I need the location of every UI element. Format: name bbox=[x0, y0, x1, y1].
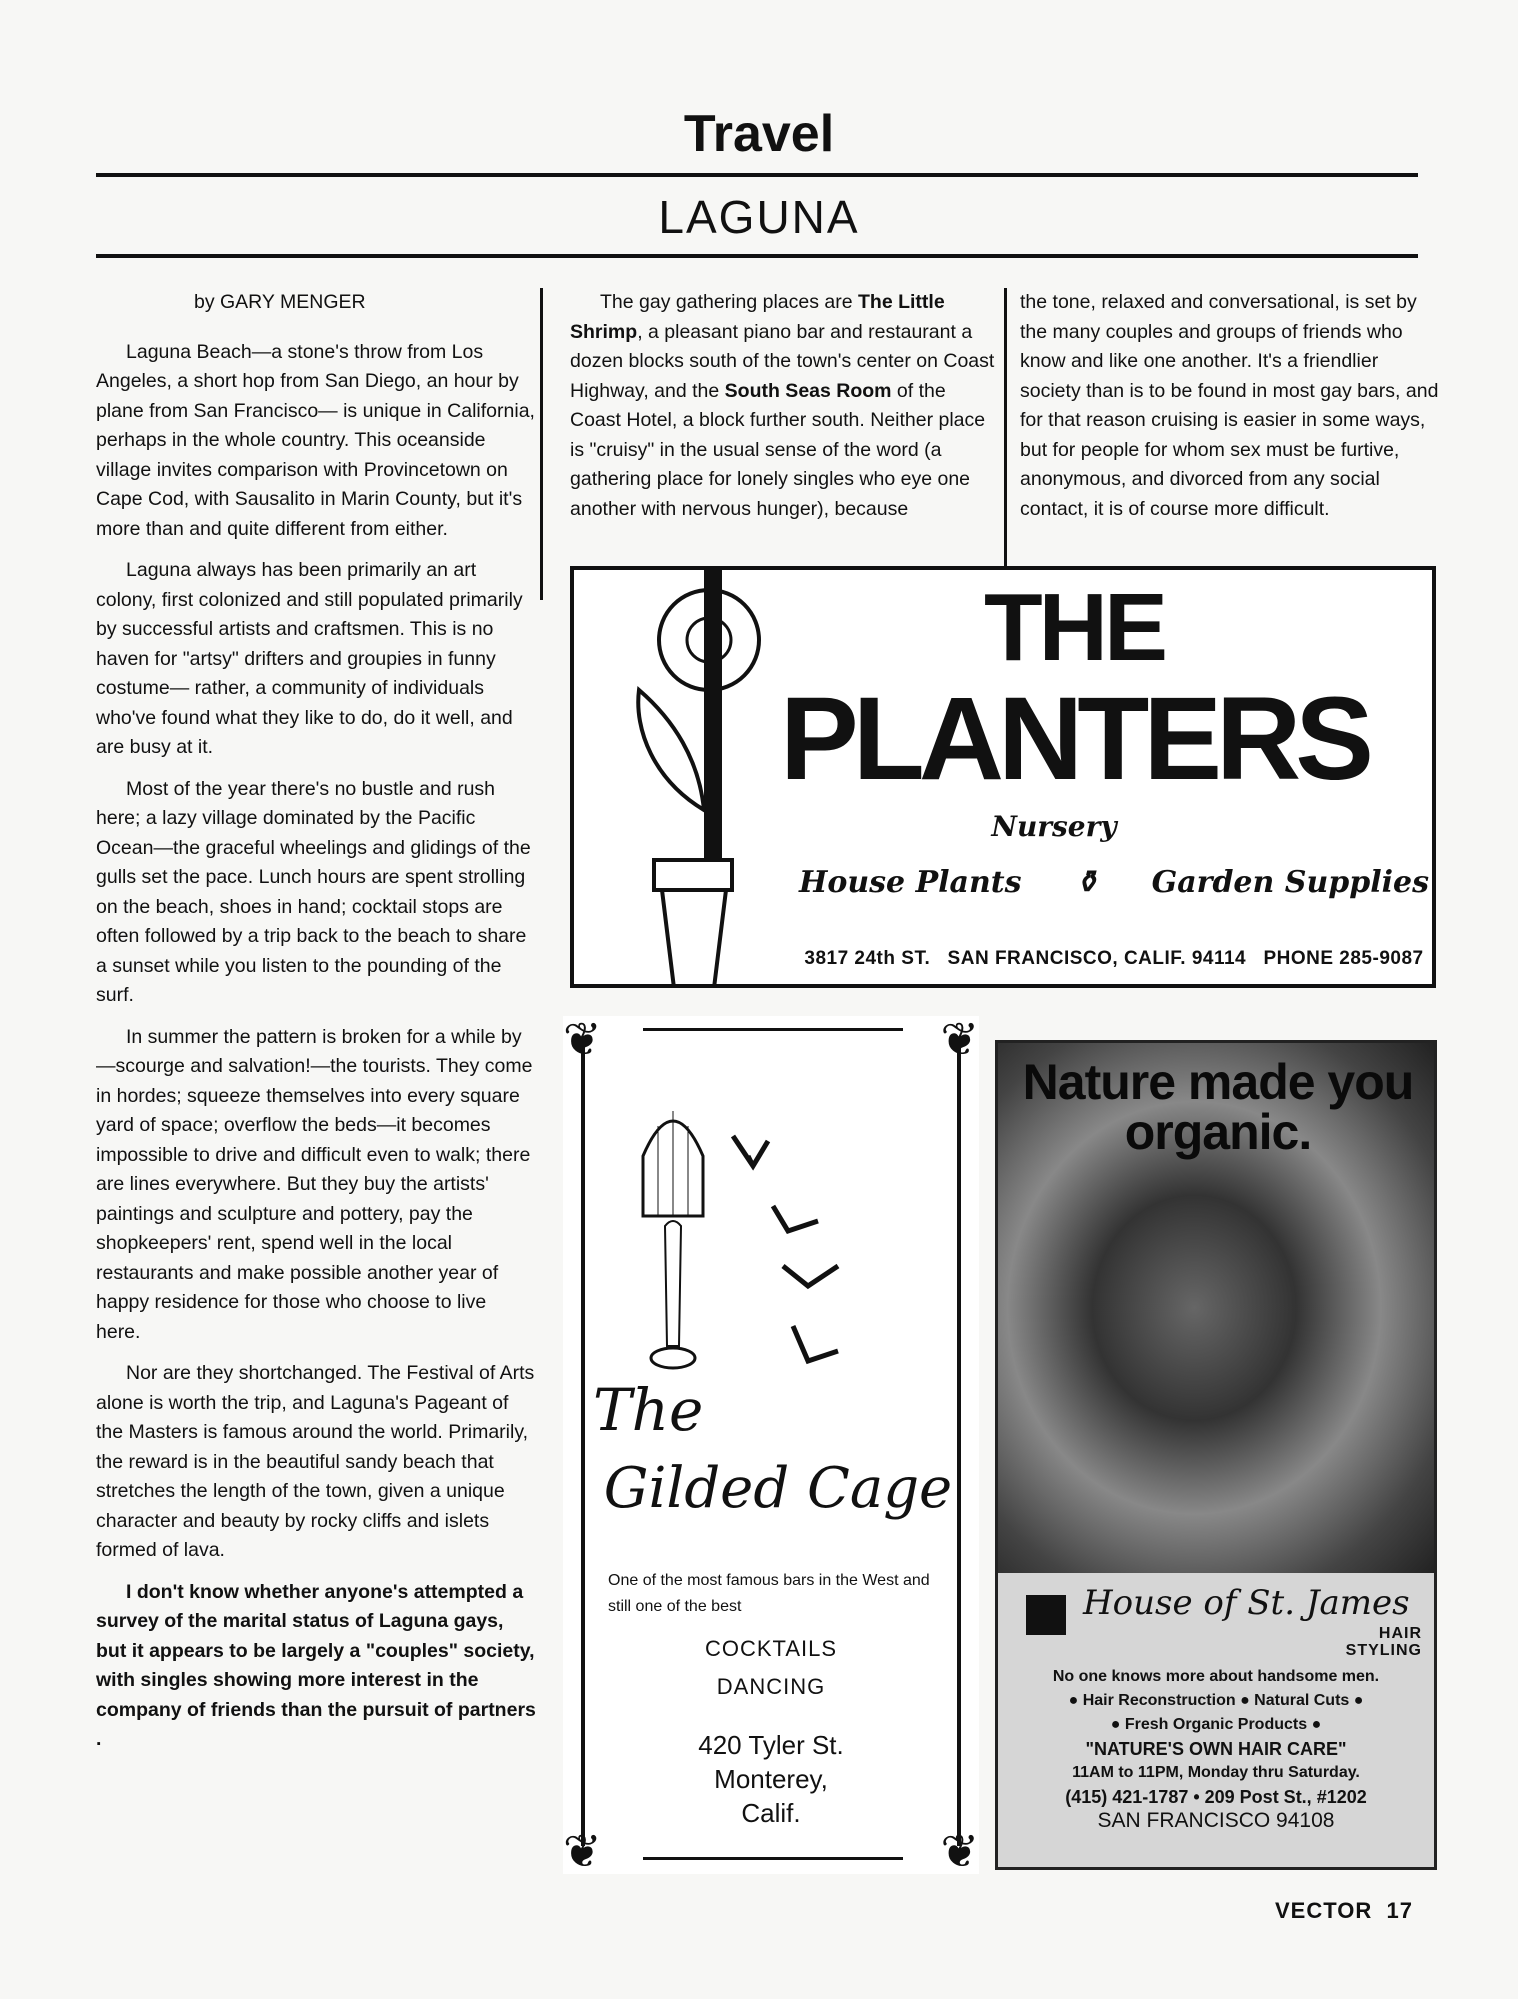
planters-subtitle: Nursery bbox=[991, 810, 1117, 843]
tagline-right: Garden Supplies bbox=[1151, 865, 1429, 900]
venue-name: The Little Shrimp bbox=[570, 291, 945, 343]
city: SAN FRANCISCO 94108 bbox=[1097, 1809, 1335, 1832]
planters-the: THE bbox=[984, 574, 1164, 681]
feature-line: ● Fresh Organic Products ● bbox=[1110, 1716, 1322, 1733]
section-heading: Travel bbox=[683, 105, 835, 163]
ad-details bbox=[998, 1665, 1434, 1833]
address-line: Monterey, bbox=[714, 1764, 828, 1794]
slogan: No one knows more about handsome men. bbox=[1052, 1668, 1380, 1685]
article-right-column bbox=[1020, 288, 1440, 536]
hours: 11AM to 11PM, Monday thru Saturday. bbox=[1072, 1764, 1360, 1781]
gilded-dancing: DANCING bbox=[716, 1674, 826, 1699]
magazine-name: VECTOR bbox=[1275, 1898, 1373, 1923]
column-divider bbox=[540, 288, 543, 600]
ornament-icon: ❦ bbox=[940, 1825, 979, 1877]
ornament-icon: ❦ bbox=[563, 1013, 602, 1065]
paragraph: Nor are they shortchanged. The Festival of Arts alone is worth the trip, and Laguna's Pageant of the Masters is famous around the world. Primarily, the reward is in the beautiful sandy beach that stretches the length of the town, given a unique character and beauty by rocky cliffs and islets formed of lava. bbox=[96, 1362, 535, 1561]
gilded-cocktails: COCKTAILS bbox=[704, 1636, 838, 1661]
feature-line: ● Hair Reconstruction ● Natural Cuts ● bbox=[1068, 1692, 1364, 1709]
paragraph: the tone, relaxed and conversational, is set by the many couples and groups of friends who know and like one another. It's a friendlier society than is to be found in most gay bars, and for that reason cruising is easier in some ways, but for people for whom sex must be furtive, anonymous, and divorced from any social contact, it is of course more difficult. bbox=[1020, 291, 1439, 520]
salon-name: House of St. James bbox=[1083, 1583, 1410, 1623]
top-rule bbox=[96, 173, 1418, 177]
headline: Nature made you organic. bbox=[1022, 1054, 1414, 1160]
address-line: 420 Tyler St. bbox=[698, 1730, 844, 1760]
column-divider bbox=[1004, 288, 1007, 600]
address-line: Calif. bbox=[741, 1798, 801, 1828]
paragraph: Most of the year there's no bustle and rush here; a lazy village dominated by the Pacific Ocean—the graceful wheelings and glidings of the gulls set the pace. Lunch hours are spent strolling on the beach, shoes in hand; cocktail stops are often followed by a trip back to the beach to share a sunset while you listen to the pounding of the surf. bbox=[96, 777, 531, 1006]
ornament-icon: ❦ bbox=[563, 1825, 602, 1877]
birdcage-birds-icon bbox=[623, 1066, 883, 1396]
tagline-left: House Plants bbox=[799, 865, 1022, 900]
page-footer bbox=[1275, 1898, 1413, 1924]
vase-icon: ⚱ bbox=[1074, 865, 1100, 900]
article-left-column bbox=[96, 288, 536, 1767]
planters-ad bbox=[570, 566, 1436, 988]
house-of-st-james-ad bbox=[995, 1040, 1437, 1870]
feature-line: "NATURE'S OWN HAIR CARE" bbox=[1085, 1739, 1347, 1759]
gilded-cage-ad bbox=[563, 1013, 979, 1877]
planters-tagline bbox=[799, 865, 1429, 900]
title-rule bbox=[96, 254, 1418, 258]
text: The gay gathering places are bbox=[600, 291, 858, 313]
paragraph: In summer the pattern is broken for a while by—scourge and salvation!—the tourists. They come in hordes; squeeze themselves into every square yard of space; overflow the beds—it becomes impossible to drive and difficult even to walk; there are lines everywhere. But they buy the artists' paintings and sculpture and pottery, pay the shopkeepers' rent, spend well in the local restaurants and make possible another year of happy residence for those who choose to live here. bbox=[96, 1025, 533, 1343]
gilded-description: One of the most famous bars in the West and still one of the best bbox=[608, 1572, 930, 1615]
gilded-the: The bbox=[593, 1376, 704, 1444]
venue-name: South Seas Room bbox=[724, 379, 892, 402]
planters-address: 3817 24th ST. SAN FRANCISCO, CALIF. 94114 PHONE 285-9087 bbox=[804, 948, 1424, 969]
article-title: LAGUNA bbox=[658, 191, 860, 243]
styling-label: STYLING bbox=[1345, 1642, 1422, 1659]
logo-square bbox=[1026, 1595, 1066, 1635]
paragraph: Laguna always has been primarily an art colony, first colonized and still populated primarily by successful artists and craftsmen. This is no haven for "artsy" drifters and groupies in funny costume— rather, a community of individuals who've found what they like to do, do it well, and are busy at it. bbox=[96, 559, 523, 758]
hair-styling bbox=[1346, 1625, 1422, 1659]
text: , a pleasant piano bar and restaurant a dozen blocks south of the town's center on Coast Highway, and the bbox=[570, 320, 995, 402]
ornament-icon: ❦ bbox=[940, 1013, 979, 1065]
photo bbox=[998, 1043, 1434, 1573]
contact: (415) 421-1787 • 209 Post St., #1202 bbox=[1065, 1787, 1367, 1807]
article-middle-column bbox=[570, 288, 1002, 536]
paragraph: Laguna Beach—a stone's throw from Los Angeles, a short hop from San Diego, an hour by plane from San Francisco— is unique in California, perhaps in the whole country. This oceanside village invites comparison with Provincetown on Cape Cod, with Sausalito in Marin County, but it's more than and quite different from either. bbox=[96, 340, 535, 540]
gilded-address bbox=[563, 1728, 979, 1830]
page-number: 17 bbox=[1386, 1898, 1413, 1923]
gilded-name: Gilded Cage bbox=[603, 1456, 953, 1521]
text: of the Coast Hotel, a block further south. Neither place is "cruisy" in the usual sense of the word (a gathering place for lonely singles who eye one another with nervous hunger), because bbox=[570, 379, 986, 520]
byline: by GARY MENGER bbox=[194, 291, 366, 313]
planters-name: PLANTERS bbox=[780, 673, 1368, 805]
hair-label: HAIR bbox=[1378, 1625, 1422, 1642]
paragraph-bold: I don't know whether anyone's attempted a survey of the marital status of Laguna gays, but it appears to be largely a "couples" society, with singles showing more interest in the company of friends than the pursuit of partners . bbox=[96, 1580, 536, 1750]
